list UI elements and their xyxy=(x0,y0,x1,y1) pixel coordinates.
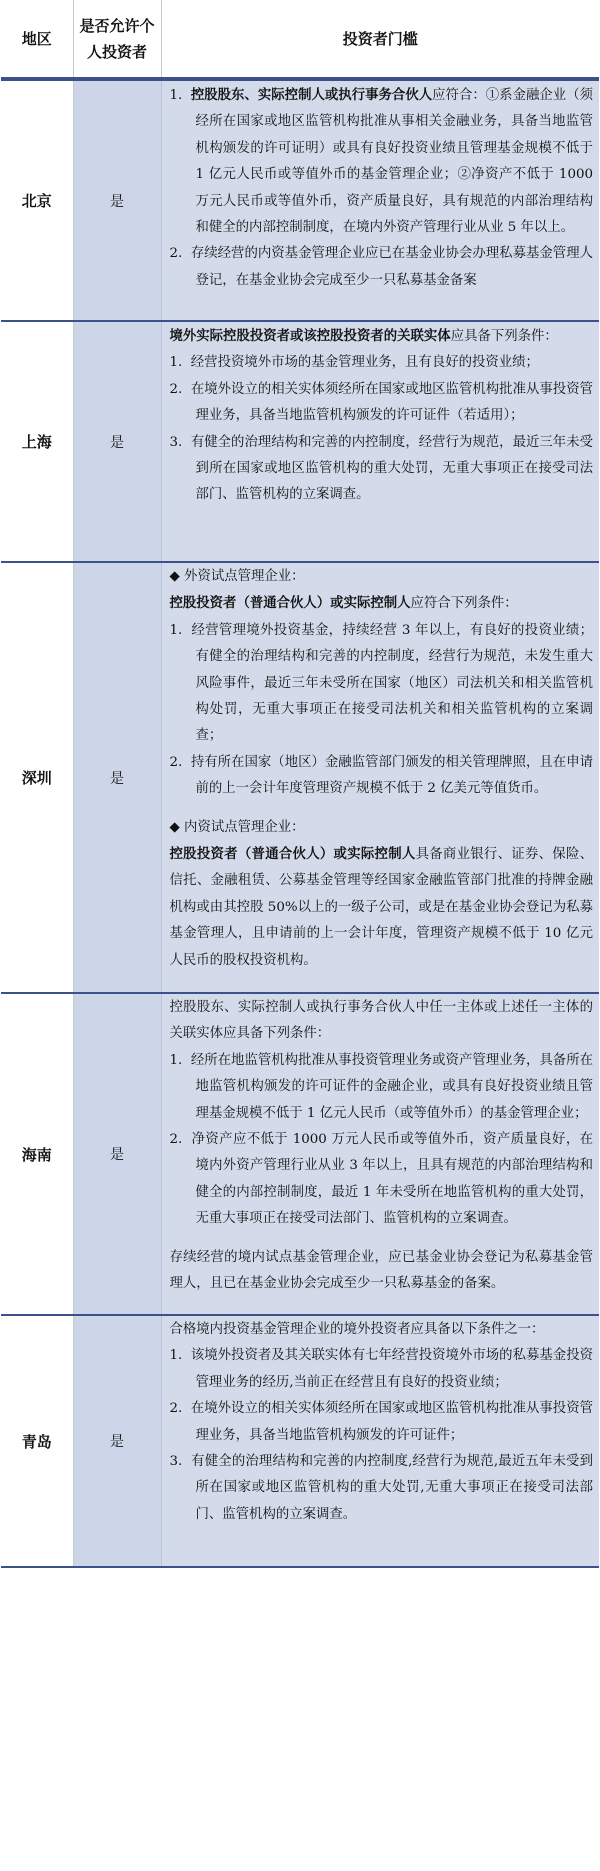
header-threshold: 投资者门槛 xyxy=(161,0,599,79)
list-item: 2. 存续经营的内资基金管理企业应已在基金业协会办理私募基金管理人登记，在基金业协会完成至少一只私募基金备案 xyxy=(169,246,593,288)
row-hainan xyxy=(1,993,599,1315)
list-item: 1. 经所在地监管机构批准从事投资管理业务或资产管理业务，具备所在地监管机构颁发的许可证件的金融企业，或具有良好投资业绩且管理基金规模不低于 1 亿元人民币（或等值外币）的基金管理企业； xyxy=(169,1052,593,1121)
list-item: 1. 该境外投资者及其关联实体有七年经营投资境外市场的私募基金投资管理业务的经历,当前正在经营且有良好的投资业绩； xyxy=(169,1348,593,1390)
region-name: 北京 xyxy=(1,79,73,321)
list-item: 2. 在境外设立的相关实体须经所在国家或地区监管机构批准从事投资管理业务，具备当地监管机构颁发的许可证件（若适用）； xyxy=(169,381,593,424)
list-item: 2. 在境外设立的相关实体须经所在国家或地区监管机构批准从事投资管理业务，具备当地监管机构颁发的许可证件； xyxy=(169,1401,593,1443)
allowed-value: 是 xyxy=(73,79,161,321)
list-item: 3. 有健全的治理结构和完善的内控制度,经营行为规范,最近五年未受到所在国家或地区监管机构的重大处罚,无重大事项正在接受司法部门、监管机构的立案调查。 xyxy=(169,1454,594,1522)
list-item: 1. 经营管理境外投资基金，持续经营 3 年以上，有良好的投资业绩；有健全的治理结构和完善的内控制度，经营行为规范，未发生重大风险事件，最近三年未受所在国家（地区）司法机关和相关监管机构处罚，无重大事项正在接受司法机关和相关监管机构的立案调查； xyxy=(169,622,594,744)
section-heading: ◆ 外资试点管理企业： xyxy=(169,569,305,584)
list-item: 1. 经营投资境外市场的基金管理业务，且有良好的投资业绩； xyxy=(169,355,539,371)
threshold-text xyxy=(161,79,599,321)
region-name: 青岛 xyxy=(1,1315,73,1567)
footer-note: 存续经营的境内试点基金管理企业，应已基金业协会登记为私募基金管理人，且已在基金业协会完成至少一只私募基金的备案。 xyxy=(169,1249,593,1292)
threshold-text xyxy=(161,321,599,562)
header-region: 地区 xyxy=(1,0,73,79)
list-item: 1. 控股股东、实际控制人或执行事务合伙人应符合：①系金融企业（须经所在国家或地区监管机构批准从事相关金融业务，具备当地监管机构颁发的许可证明）或具有良好投资业绩且管理基金规模不低于 1 亿元人民币或等值外币的基金管理企业；②净资产不低于 1000 万元人民币或等值外币，资产质量良好，具有规范的内部治理结构和健全的内部控制制度，在境内外资产管理行业从业 5 年以上。 xyxy=(169,87,593,236)
threshold-text xyxy=(161,1315,599,1567)
intro-line: 控股投资者（普通合伙人）或实际控制人具备商业银行、证券、保险、信托、金融租赁、公募基金管理等经国家金融监管部门批准的持牌金融机构或由其控股 50%以上的一级子公司，或是在基金业协会登记为私募基金管理人，且申请前的上一会计年度，管理资产规模不低于 10 亿元人民币的股权投资机构。 xyxy=(169,846,594,968)
row-shenzhen xyxy=(1,562,599,993)
allowed-value: 是 xyxy=(73,1315,161,1567)
row-shanghai xyxy=(1,321,599,562)
region-name: 海南 xyxy=(1,993,73,1315)
allowed-value: 是 xyxy=(73,321,161,562)
intro-line: 境外实际控股投资者或该控股投资者的关联实体应具备下列条件： xyxy=(169,328,558,344)
section-heading: ◆ 内资试点管理企业： xyxy=(169,819,305,835)
intro-line: 控股股东、实际控制人或执行事务合伙人中任一主体或上述任一主体的关联实体应具备下列条件： xyxy=(169,1000,593,1042)
list-item: 3. 有健全的治理结构和完善的内控制度，经营行为规范，最近三年未受到所在国家或地区监管机构的重大处罚，无重大事项正在接受司法部门、监管机构的立案调查。 xyxy=(169,434,593,503)
allowed-value: 是 xyxy=(73,562,161,993)
region-name: 深圳 xyxy=(1,562,73,993)
allowed-value: 是 xyxy=(73,993,161,1315)
threshold-text xyxy=(161,562,599,993)
list-item: 2. 净资产应不低于 1000 万元人民币或等值外币，资产质量良好，在境内外资产管理行业从业 3 年以上，且具有规范的内部治理结构和健全的内部控制制度，最近 1 年未受所在地监管机构的重大处罚，无重大事项正在接受司法部门、监管机构的立案调查。 xyxy=(169,1132,594,1227)
list-item: 2. 持有所在国家（地区）金融监管部门颁发的相关管理牌照，且在申请前的上一会计年度管理资产规模不低于 2 亿美元等值货币。 xyxy=(169,754,593,797)
threshold-text xyxy=(161,993,599,1315)
header-row xyxy=(1,0,599,79)
row-beijing xyxy=(1,79,599,321)
region-name: 上海 xyxy=(1,321,73,562)
row-qingdao xyxy=(1,1315,599,1567)
intro-line: 控股投资者（普通合伙人）或实际控制人应符合下列条件： xyxy=(169,595,518,612)
investor-threshold-table xyxy=(1,0,599,1568)
intro-line: 合格境内投资基金管理企业的境外投资者应具备以下条件之一： xyxy=(169,1322,545,1337)
header-allowed: 是否允许个人投资者 xyxy=(73,0,161,79)
